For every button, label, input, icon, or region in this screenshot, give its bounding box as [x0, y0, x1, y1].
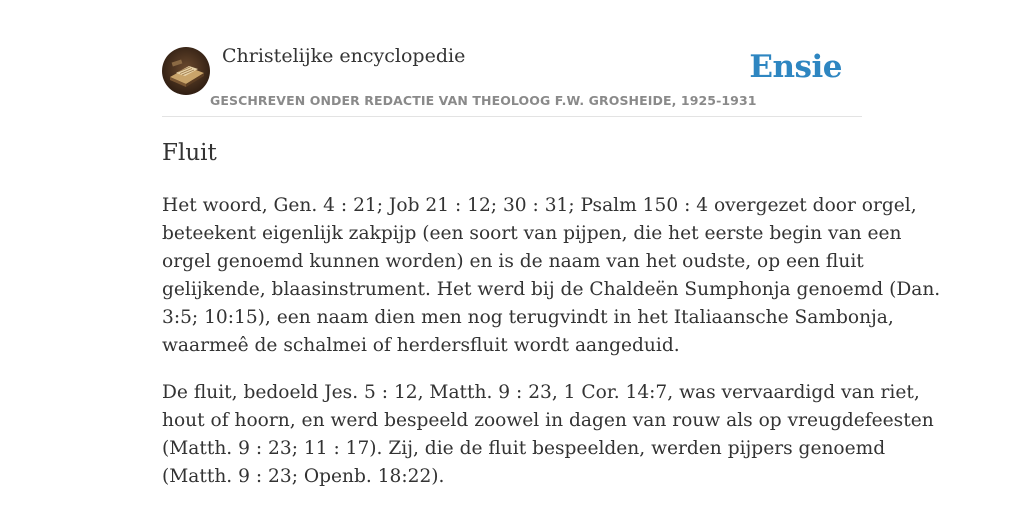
text-line: 3:5; 10:15), een naam dien men nog terugvindt in het Italiaansche Sambonja,	[162, 307, 894, 328]
encyclopedia-name[interactable]: Christelijke encyclopedie	[222, 45, 466, 67]
paragraph-1	[162, 192, 941, 360]
text-line: beteekent eigenlijk zakpijp (een soort van pijpen, die het eerste begin van een	[162, 223, 902, 244]
text-line: waarmeê de schalmei of herdersfluit wordt aangeduid.	[162, 335, 680, 356]
article-title: Fluit	[162, 140, 217, 166]
paragraph-2	[162, 379, 934, 491]
avatar[interactable]	[162, 47, 210, 95]
text-line: (Matth. 9 : 23; Openb. 18:22).	[162, 466, 445, 487]
text-line: orgel genoemd kunnen worden) en is de naam van het oudste, op een fluit	[162, 251, 864, 272]
page-container	[162, 0, 941, 487]
text-line: gelijkende, blaasinstrument. Het werd bij de Chaldeën Sumphonja genoemd (Dan.	[162, 279, 941, 300]
text-line: (Matth. 9 : 23; 11 : 17). Zij, die de fluit bespeelden, werden pijpers genoemd	[162, 438, 886, 459]
text-line: De fluit, bedoeld Jes. 5 : 12, Matth. 9 : 23, 1 Cor. 14:7, was vervaardigd van riet,	[162, 382, 920, 403]
ensie-logo[interactable]: Ensie	[749, 49, 842, 85]
article-body	[162, 192, 941, 510]
encyclopedia-subtitle: GESCHREVEN ONDER REDACTIE VAN THEOLOOG F.W. GROSHEIDE, 1925-1931	[210, 93, 757, 108]
book-photo-icon	[162, 47, 210, 95]
text-line: hout of hoorn, en werd bespeeld zoowel in dagen van rouw als op vreugdefeesten	[162, 410, 934, 431]
text-line: Het woord, Gen. 4 : 21; Job 21 : 12; 30 : 31; Psalm 150 : 4 overgezet door orgel,	[162, 195, 917, 216]
header	[162, 0, 862, 117]
